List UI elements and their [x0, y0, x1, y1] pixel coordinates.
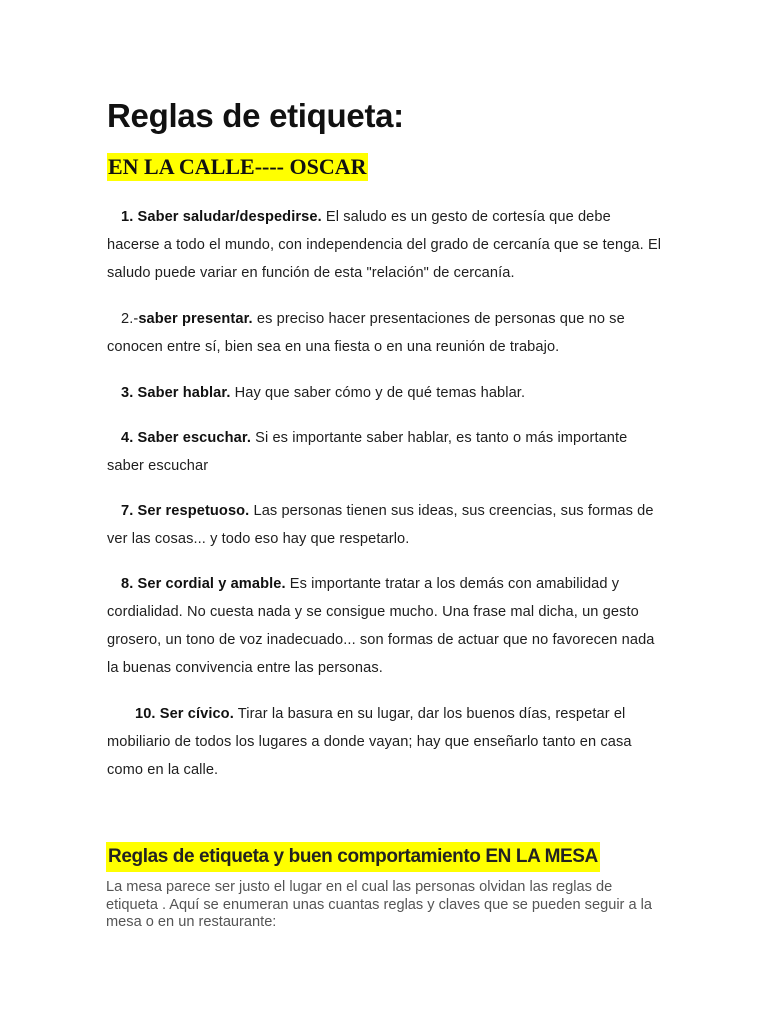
rule-heading: 3. Saber hablar. [121, 385, 231, 401]
rule-text: es preciso hacer presentaciones de personas que no se conocen entre sí, bien sea en una fiesta o en una reunión de trabajo. [107, 311, 625, 355]
rule-heading: 10. Ser cívico. [135, 706, 234, 722]
rule-text: El saludo es un gesto de cortesía que debe hacerse a todo el mundo, con independencia del grado de cercanía que se tenga. El saludo puede variar en función de esta "relación" de cercanía. [107, 209, 662, 281]
rule-text: Las personas tienen sus ideas, sus creencias, sus formas de ver las cosas... y todo eso hay que respetarlo. [107, 503, 654, 547]
rule-heading: 8. Ser cordial y amable. [121, 576, 286, 592]
page-title: Reglas de etiqueta: [107, 97, 404, 134]
rule-item [107, 379, 667, 407]
rule-text: Es importante tratar a los demás con amabilidad y cordialidad. No cuesta nada y se consigue mucho. Una frase mal dicha, un gesto grosero, un tono de voz inadecuado... son formas de actuar que no favorecen nada la buenas convivencia entre las personas. [107, 576, 655, 676]
rule-prefix: 2.- [121, 311, 139, 327]
rule-item [107, 305, 667, 361]
rule-heading: 1. Saber saludar/despedirse. [121, 209, 322, 225]
rule-heading: 4. Saber escuchar. [121, 430, 251, 446]
rule-heading: 7. Ser respetuoso. [121, 503, 250, 519]
rule-item [107, 497, 667, 553]
rule-text: Si es importante saber hablar, es tanto o más importante saber escuchar [107, 430, 628, 474]
rule-heading: saber presentar. [138, 311, 253, 327]
rule-item [107, 203, 667, 287]
rule-item [107, 570, 667, 682]
rule-text: Hay que saber cómo y de qué temas hablar. [230, 385, 526, 401]
section-heading-calle: EN LA CALLE---- OSCAR [108, 154, 367, 179]
rule-item [107, 700, 667, 784]
section-intro: La mesa parece ser justo el lugar en el cual las personas olvidan las reglas de etiqueta . Aquí se enumeran unas cuantas reglas y claves que se pueden seguir a la mesa o en un restaurante: [106, 879, 653, 930]
rule-text: Tirar la basura en su lugar, dar los buenos días, respetar el mobiliario de todos los lugares a donde vayan; hay que enseñarlo tanto en casa como en la calle. [107, 706, 632, 778]
section-heading-mesa: Reglas de etiqueta y buen comportamiento EN LA MESA [106, 842, 600, 872]
rule-item [107, 424, 667, 480]
